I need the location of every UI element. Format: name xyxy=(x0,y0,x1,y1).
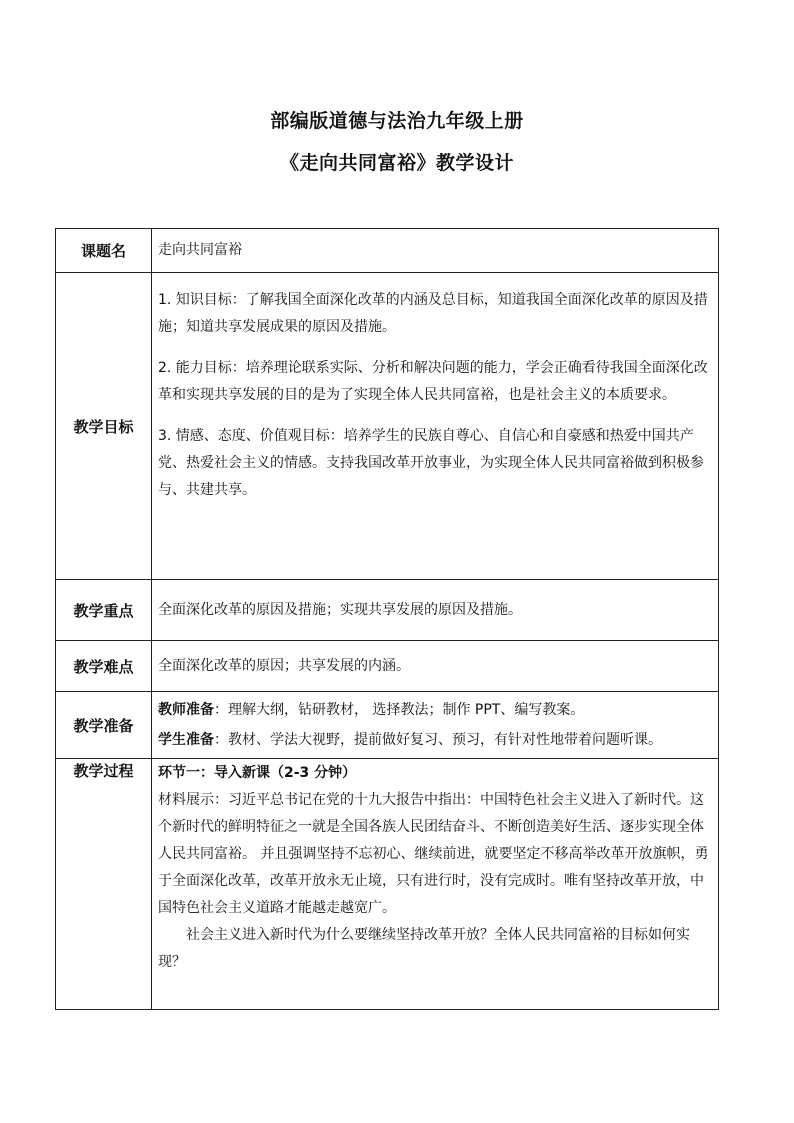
prep-cell xyxy=(152,692,719,759)
step-title: 环节一：导入新课（2-3 分钟） xyxy=(158,765,357,781)
teacher-prep xyxy=(158,695,713,725)
table-row-keypoint xyxy=(56,580,719,641)
lesson-plan-table xyxy=(55,228,719,1010)
table-row-goals xyxy=(56,273,719,580)
keypoint-value: 全面深化改革的原因及措施；实现共享发展的原因及措施。 xyxy=(158,601,522,618)
table-row-topic xyxy=(56,229,719,273)
keypoint-label: 教学重点 xyxy=(56,580,152,641)
student-prep-text: ：教材、学法大视野，提前做好复习、预习，有针对性地带着问题听课。 xyxy=(214,732,662,748)
process-cell xyxy=(152,759,719,1010)
prep-label: 教学准备 xyxy=(56,692,152,759)
student-prep xyxy=(158,725,713,755)
table-row-process xyxy=(56,759,719,1010)
difficulty-label: 教学难点 xyxy=(56,641,152,692)
document-subtitle: 《走向共同富裕》教学设计 xyxy=(279,152,514,174)
topic-value: 走向共同富裕 xyxy=(158,242,242,258)
goal-item: 1. 知识目标：了解我国全面深化改革的内涵及总目标，知道我国全面深化改革的原因及措施；知道共享发展成果的原因及措施。 xyxy=(158,292,708,335)
topic-cell xyxy=(152,229,719,273)
teacher-prep-label: 教师准备 xyxy=(158,702,214,718)
goal-item: 3. 情感、态度、价值观目标：培养学生的民族自尊心、自信心和自豪感和热爱中国共产党、热爱社会主义的情感。支持我国改革开放事业，为实现全体人民共同富裕做到积极参与、共建共享。 xyxy=(158,428,704,498)
lead-question: 社会主义进入新时代为什么要继续坚持改革开放？全体人民共同富裕的目标如何实现？ xyxy=(158,927,690,970)
teacher-prep-text: ：理解大纲，钻研教材， 选择教法；制作 PPT、编写教案。 xyxy=(214,702,585,718)
goals-cell xyxy=(152,273,719,580)
material-text: 材料展示：习近平总书记在党的十九大报告中指出：中国特色社会主义进入了新时代。这个新时代的鲜明特征之一就是全国各族人民团结奋斗、不断创造美好生活、逐步实现全体人民共同富裕。 并且强调坚持不忘初心、继续前进，就要坚定不移高举改革开放旗帜，勇于全面深化改革，改革开放永无止境，只有进行时，没有完成时。唯有坚持改革开放，中国特色社会主义道路才能越走越宽广。 xyxy=(158,792,709,916)
goal-item: 2. 能力目标：培养理论联系实际、分析和解决问题的能力，学会正确看待我国全面深化改革和实现共享发展的目的是为了实现全体人民共同富裕，也是社会主义的本质要求。 xyxy=(158,360,708,403)
table-row-prep xyxy=(56,692,719,759)
topic-label: 课题名 xyxy=(56,229,152,273)
keypoint-cell xyxy=(152,580,719,641)
document-title: 部编版道德与法治九年级上册 xyxy=(270,110,524,132)
goals-label: 教学目标 xyxy=(56,273,152,580)
difficulty-cell xyxy=(152,641,719,692)
table-row-difficulty xyxy=(56,641,719,692)
difficulty-value: 全面深化改革的原因；共享发展的内涵。 xyxy=(158,657,410,674)
student-prep-label: 学生准备 xyxy=(158,732,214,748)
process-label: 教学过程 xyxy=(56,759,152,1010)
